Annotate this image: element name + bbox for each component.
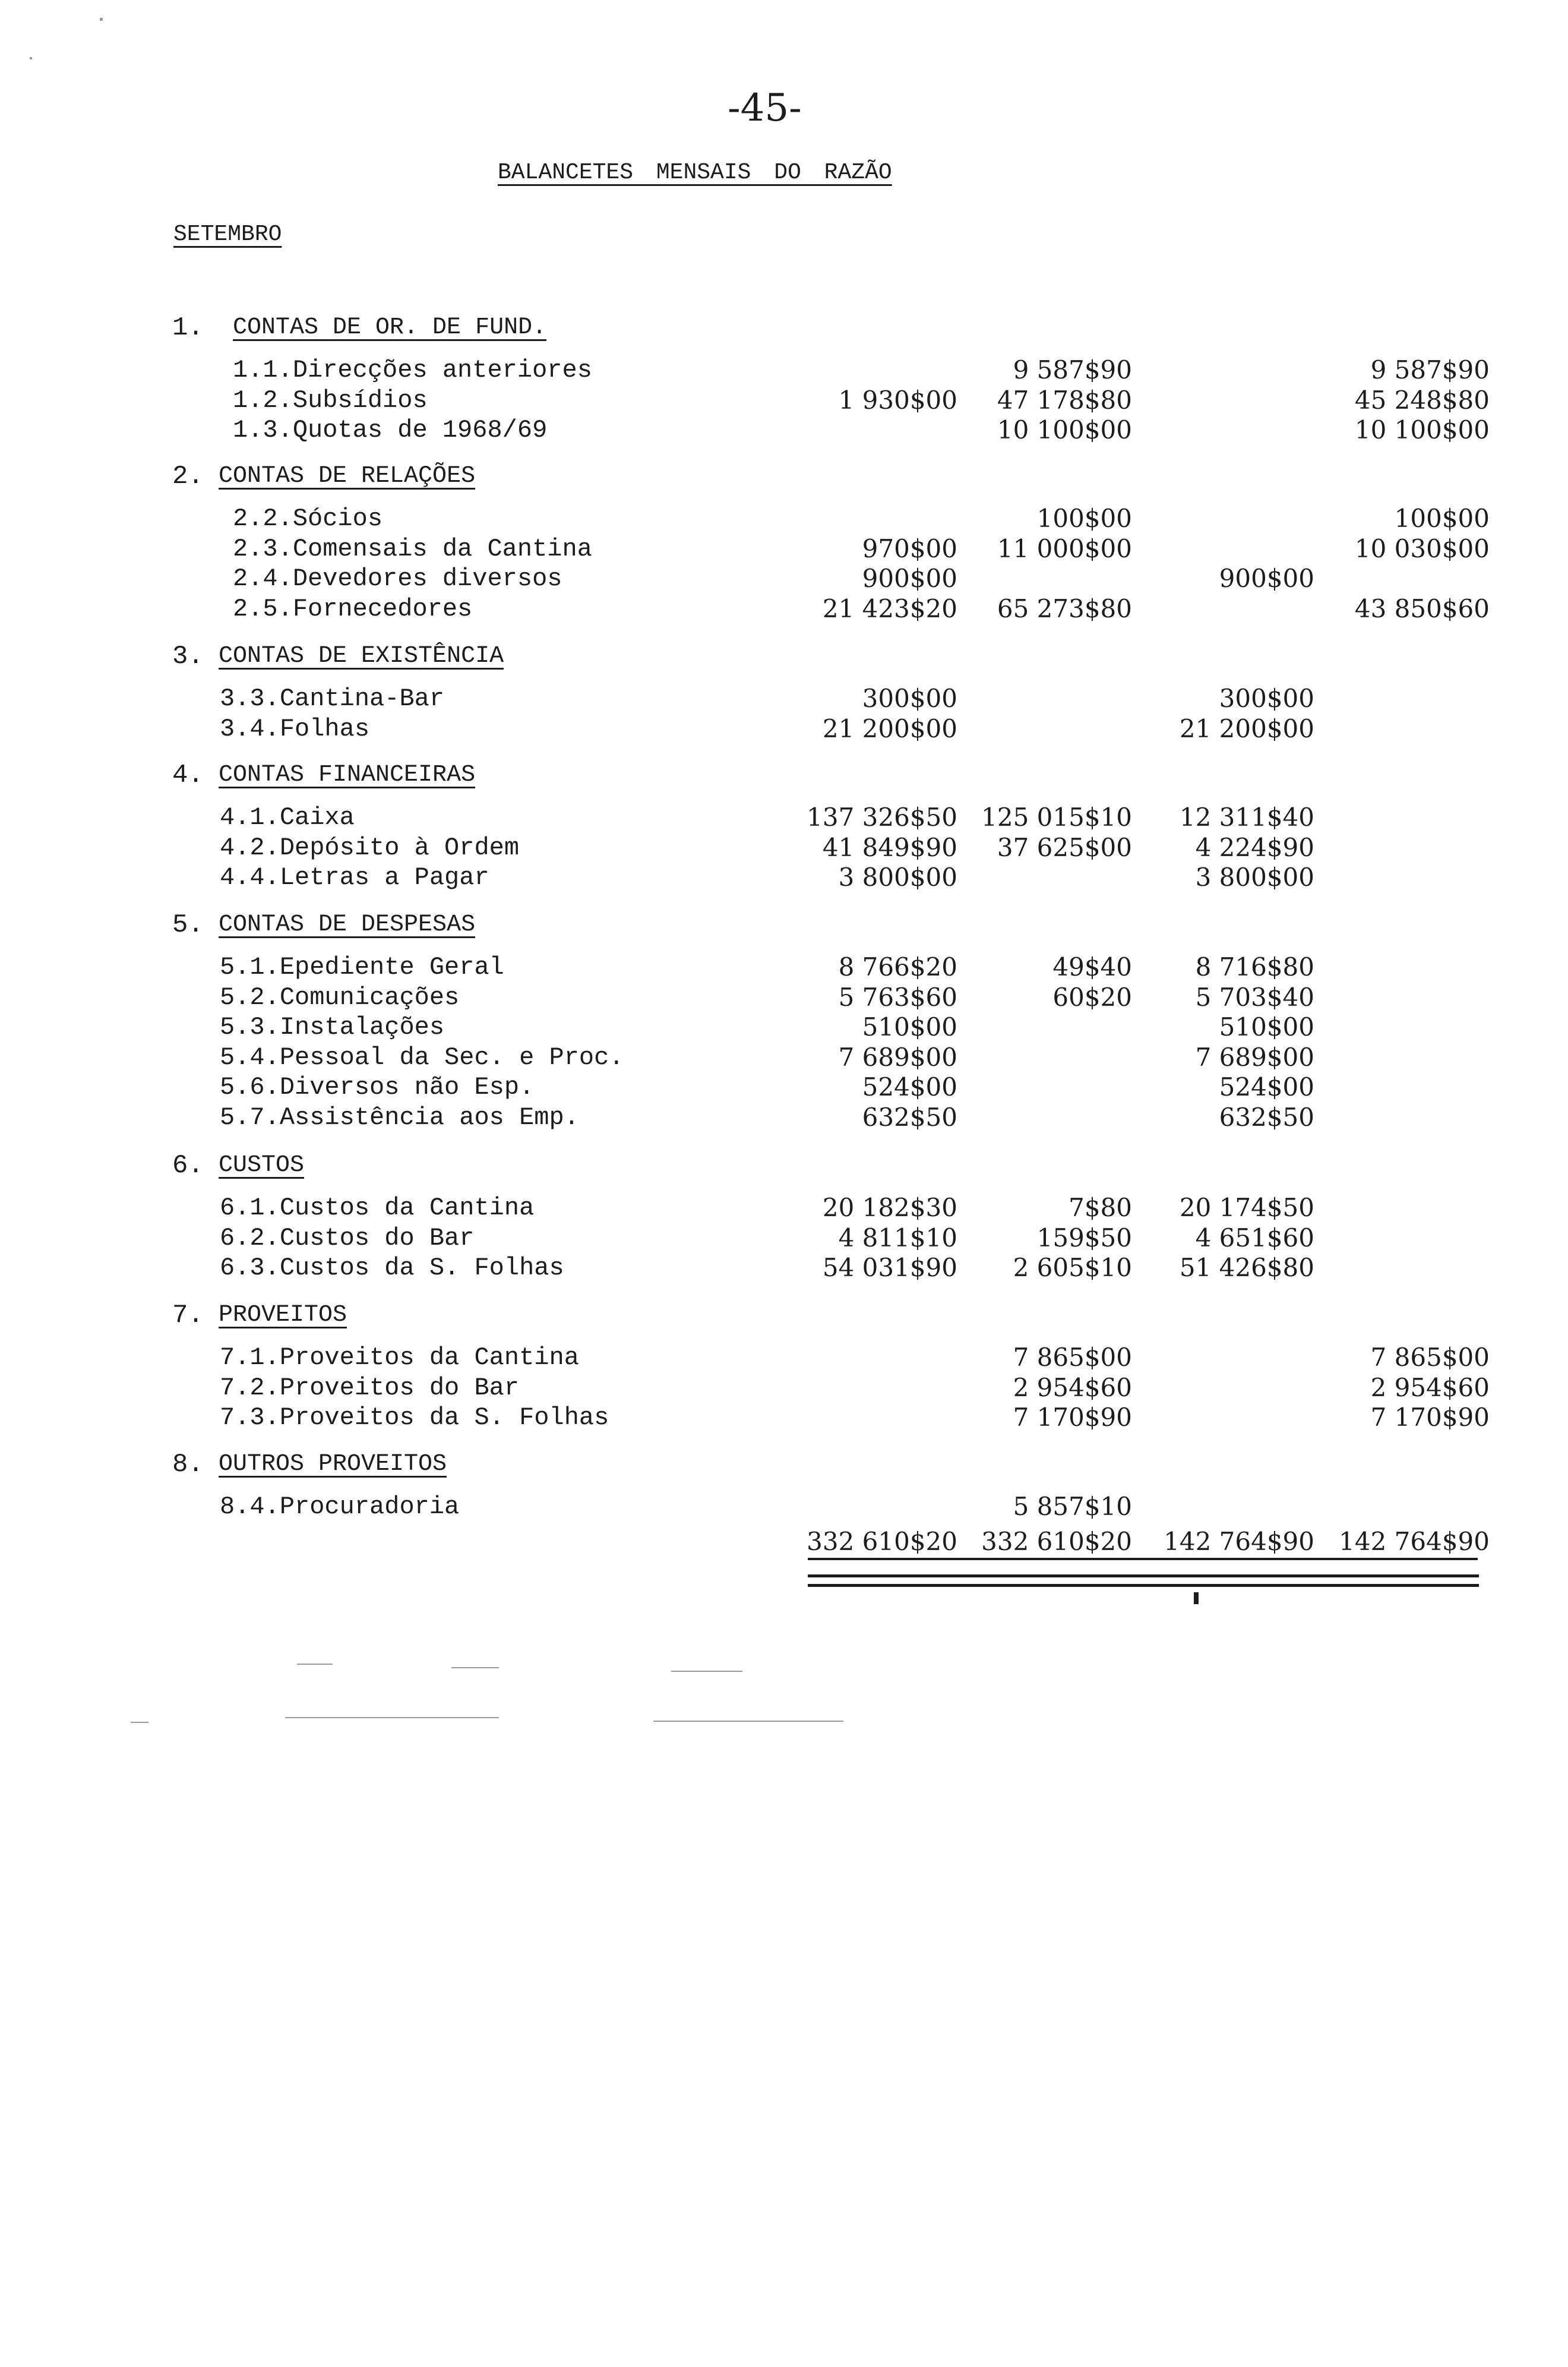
credit-movement-value: 125 015$10 — [981, 803, 1132, 832]
credit-movement-value: 7$80 — [1068, 1193, 1132, 1222]
debit-balance-value: 632$50 — [1219, 1103, 1314, 1132]
debit-movement-value: 1 930$00 — [838, 386, 957, 415]
scan-speck — [100, 18, 103, 21]
credit-movement-value: 65 273$80 — [997, 594, 1132, 623]
scan-speck — [671, 1671, 742, 1672]
credit-movement-value: 49$40 — [1052, 952, 1132, 981]
debit-balance-value: 8 716$80 — [1195, 952, 1314, 981]
debit-movement-value: 21 423$20 — [822, 594, 957, 623]
scan-speck — [653, 1721, 843, 1722]
account-label: 5.1.Epediente Geral — [220, 953, 504, 981]
debit-movement-value: 54 031$90 — [822, 1253, 957, 1282]
total-credit-movements: 332 610$20 — [981, 1527, 1132, 1556]
double-rule-bottom — [808, 1584, 1479, 1587]
credit-balance-value: 10 100$00 — [1354, 415, 1490, 444]
account-label: 3.3.Cantina-Bar — [220, 684, 445, 713]
debit-balance-value: 900$00 — [1219, 564, 1314, 593]
account-label: 3.4.Folhas — [220, 715, 370, 743]
debit-movement-value: 41 849$90 — [822, 833, 957, 862]
debit-balance-value: 524$00 — [1219, 1072, 1314, 1102]
debit-movement-value: 900$00 — [862, 564, 957, 593]
account-label: 4.4.Letras a Pagar — [220, 863, 489, 892]
debit-movement-value: 3 800$00 — [838, 863, 957, 892]
account-label: 2.5.Fornecedores — [233, 595, 473, 623]
account-label: 1.1.Direcções anteriores — [233, 356, 592, 384]
credit-movement-value: 9 587$90 — [1013, 355, 1132, 384]
account-label: 5.3.Instalações — [220, 1013, 445, 1042]
debit-balance-value: 12 311$40 — [1179, 803, 1314, 832]
debit-balance-value: 4 651$60 — [1195, 1223, 1314, 1252]
scan-speck — [451, 1667, 499, 1668]
debit-balance-value: 3 800$00 — [1195, 863, 1314, 892]
debit-movement-value: 21 200$00 — [822, 714, 957, 743]
section-number: 1. — [172, 313, 204, 343]
total-underline-1 — [808, 1558, 1478, 1560]
account-label: 2.4.Devedores diversos — [233, 564, 562, 593]
debit-movement-value: 632$50 — [862, 1103, 957, 1132]
credit-movement-value: 11 000$00 — [997, 534, 1132, 563]
credit-movement-value: 5 857$10 — [1013, 1492, 1132, 1521]
debit-movement-value: 137 326$50 — [807, 803, 957, 832]
credit-movement-value: 60$20 — [1052, 983, 1132, 1012]
debit-balance-value: 5 703$40 — [1195, 983, 1314, 1012]
total-debit-balances: 142 764$90 — [1164, 1527, 1314, 1556]
section-title: CUSTOS — [219, 1152, 305, 1179]
credit-balance-value: 7 170$90 — [1370, 1403, 1490, 1432]
section-title: CONTAS DE RELAÇÕES — [219, 463, 476, 490]
scan-speck — [285, 1717, 499, 1718]
credit-movement-value: 159$50 — [1036, 1223, 1132, 1252]
account-label: 5.6.Diversos não Esp. — [220, 1073, 535, 1102]
account-label: 2.2.Sócios — [233, 504, 383, 533]
debit-movement-value: 510$00 — [862, 1012, 957, 1042]
credit-movement-value: 7 170$90 — [1013, 1403, 1132, 1432]
debit-movement-value: 970$00 — [862, 534, 957, 563]
ink-mark — [1194, 1592, 1199, 1604]
scan-speck — [30, 57, 32, 59]
debit-balance-value: 510$00 — [1219, 1012, 1314, 1042]
section-title: CONTAS DE EXISTÊNCIA — [219, 643, 504, 670]
credit-balance-value: 100$00 — [1394, 504, 1490, 533]
account-label: 7.1.Proveitos da Cantina — [220, 1343, 579, 1372]
account-label: 7.3.Proveitos da S. Folhas — [220, 1403, 609, 1432]
account-label: 6.3.Custos da S. Folhas — [220, 1254, 564, 1282]
scan-speck — [297, 1664, 333, 1665]
section-number: 2. — [172, 462, 204, 491]
account-label: 1.2.Subsídios — [233, 386, 428, 415]
account-label: 5.2.Comunicações — [220, 983, 460, 1012]
credit-balance-value: 45 248$80 — [1354, 386, 1490, 415]
section-title: CONTAS DE OR. DE FUND. — [233, 314, 547, 341]
debit-movement-value: 300$00 — [862, 684, 957, 713]
debit-movement-value: 4 811$10 — [838, 1223, 957, 1252]
account-label: 5.7.Assistência aos Emp. — [220, 1103, 579, 1132]
credit-movement-value: 7 865$00 — [1013, 1343, 1132, 1372]
account-label: 1.3.Quotas de 1968/69 — [233, 416, 548, 444]
total-credit-balances: 142 764$90 — [1339, 1527, 1490, 1556]
section-number: 3. — [172, 642, 204, 671]
credit-movement-value: 37 625$00 — [997, 833, 1132, 862]
debit-movement-value: 20 182$30 — [822, 1193, 957, 1222]
credit-balance-value: 2 954$60 — [1370, 1373, 1490, 1402]
account-label: 7.2.Proveitos do Bar — [220, 1374, 520, 1402]
section-title: CONTAS FINANCEIRAS — [219, 762, 476, 788]
debit-balance-value: 4 224$90 — [1195, 833, 1314, 862]
debit-movement-value: 7 689$00 — [838, 1043, 957, 1072]
account-label: 4.1.Caixa — [220, 803, 355, 832]
account-label: 6.2.Custos do Bar — [220, 1224, 475, 1252]
credit-movement-value: 47 178$80 — [997, 386, 1132, 415]
account-label: 2.3.Comensais da Cantina — [233, 535, 592, 563]
section-number: 5. — [172, 910, 204, 940]
account-label: 8.4.Procuradoria — [220, 1492, 460, 1521]
credit-movement-value: 2 605$10 — [1013, 1253, 1132, 1282]
scan-speck — [131, 1722, 148, 1723]
section-title: CONTAS DE DESPESAS — [219, 911, 476, 938]
total-debit-movements: 332 610$20 — [807, 1527, 957, 1556]
section-number: 4. — [172, 760, 204, 790]
page-number: -45- — [728, 86, 802, 130]
debit-balance-value: 300$00 — [1219, 684, 1314, 713]
section-number: 6. — [172, 1151, 204, 1181]
section-title: PROVEITOS — [219, 1302, 347, 1328]
credit-movement-value: 2 954$60 — [1013, 1373, 1132, 1402]
section-number: 7. — [172, 1301, 204, 1330]
credit-movement-value: 100$00 — [1036, 504, 1132, 533]
section-title: OUTROS PROVEITOS — [219, 1451, 447, 1478]
debit-balance-value: 7 689$00 — [1195, 1043, 1314, 1072]
page-title: BALANCETES MENSAIS DO RAZÃO — [498, 160, 892, 185]
debit-balance-value: 51 426$80 — [1179, 1253, 1314, 1282]
account-label: 5.4.Pessoal da Sec. e Proc. — [220, 1043, 624, 1072]
debit-balance-value: 21 200$00 — [1179, 714, 1314, 743]
credit-balance-value: 7 865$00 — [1370, 1343, 1490, 1372]
debit-balance-value: 20 174$50 — [1179, 1193, 1314, 1222]
account-label: 6.1.Custos da Cantina — [220, 1194, 535, 1222]
double-rule-top — [808, 1574, 1479, 1577]
debit-movement-value: 8 766$20 — [838, 952, 957, 981]
credit-movement-value: 10 100$00 — [997, 415, 1132, 444]
section-number: 8. — [172, 1450, 204, 1479]
credit-balance-value: 9 587$90 — [1370, 355, 1490, 384]
account-label: 4.2.Depósito à Ordem — [220, 834, 520, 862]
month-label: SETEMBRO — [173, 222, 282, 247]
credit-balance-value: 10 030$00 — [1354, 534, 1490, 563]
debit-movement-value: 524$00 — [862, 1072, 957, 1102]
debit-movement-value: 5 763$60 — [838, 983, 957, 1012]
credit-balance-value: 43 850$60 — [1354, 594, 1490, 623]
